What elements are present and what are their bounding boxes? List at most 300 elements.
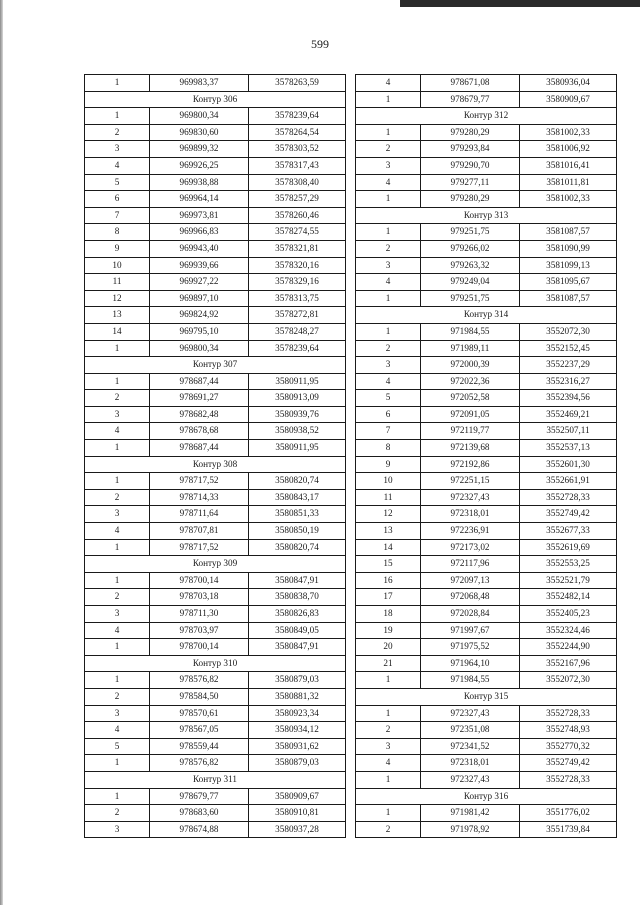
coordinate-y: 3581011,81 [520,174,617,191]
coordinate-row [356,606,617,623]
point-number: 1 [85,672,150,689]
coordinate-y: 3580923,34 [249,705,346,722]
coordinate-x: 969964,14 [150,191,249,208]
coordinate-y: 3580847,91 [249,572,346,589]
coordinate-y: 3580850,19 [249,523,346,540]
point-number: 11 [356,489,421,506]
coordinate-x: 971984,55 [421,672,520,689]
coordinate-row [85,340,346,357]
coordinate-row [356,572,617,589]
coordinate-row [85,639,346,656]
coordinate-row [356,589,617,606]
coordinate-row [356,639,617,656]
point-number: 14 [85,323,150,340]
coordinate-x: 978559,44 [150,738,249,755]
coordinate-x: 978674,88 [150,821,249,838]
point-number: 5 [85,738,150,755]
point-number: 3 [356,257,421,274]
coordinate-x: 971997,67 [421,622,520,639]
coordinate-y: 3578264,54 [249,124,346,141]
coordinate-row [356,456,617,473]
coordinate-x: 972327,43 [421,705,520,722]
point-number: 3 [356,357,421,374]
coordinate-y: 3580911,95 [249,373,346,390]
coordinate-row [356,141,617,158]
coordinate-x: 978584,50 [150,688,249,705]
coordinate-x: 972097,13 [421,572,520,589]
coordinate-y: 3552394,56 [520,390,617,407]
coordinate-row [356,174,617,191]
coordinate-row [85,589,346,606]
coordinate-x: 979280,29 [421,124,520,141]
point-number: 4 [356,755,421,772]
coordinate-x: 971989,11 [421,340,520,357]
coordinate-y: 3580826,83 [249,606,346,623]
coordinate-y: 3552316,27 [520,373,617,390]
coordinate-x: 972251,15 [421,473,520,490]
coordinate-row [85,672,346,689]
point-number: 1 [85,473,150,490]
point-number: 16 [356,572,421,589]
contour-header-row [356,788,617,805]
coordinate-row [85,722,346,739]
coordinate-row [85,124,346,141]
coordinate-y: 3552553,25 [520,556,617,573]
coordinate-x: 972327,43 [421,771,520,788]
coordinate-y: 3552072,30 [520,672,617,689]
coordinate-x: 978711,30 [150,606,249,623]
coordinate-row [356,240,617,257]
point-number: 19 [356,622,421,639]
coordinate-x: 978711,64 [150,506,249,523]
coordinate-x: 969938,88 [150,174,249,191]
coordinate-y: 3552521,79 [520,572,617,589]
coordinate-row [356,91,617,108]
coordinate-y: 3552619,69 [520,539,617,556]
point-number: 3 [85,821,150,838]
point-number: 1 [85,373,150,390]
coordinate-x: 978679,77 [150,788,249,805]
coordinate-x: 972192,86 [421,456,520,473]
coordinate-row [356,655,617,672]
coordinate-row [85,207,346,224]
point-number: 2 [356,340,421,357]
coordinate-row [85,738,346,755]
point-number: 3 [356,738,421,755]
coordinate-row [356,191,617,208]
coordinate-x: 978717,52 [150,473,249,490]
coordinate-y: 3580843,17 [249,489,346,506]
coordinate-x: 978687,44 [150,440,249,457]
coordinate-row [85,489,346,506]
coordinate-row [85,606,346,623]
coordinate-row [356,157,617,174]
right-coordinates-column [355,74,615,838]
point-number: 4 [85,523,150,540]
coordinate-y: 3581087,57 [520,290,617,307]
coordinate-row [85,157,346,174]
coordinate-row [356,821,617,838]
coordinate-x: 979280,29 [421,191,520,208]
coordinate-y: 3552749,42 [520,755,617,772]
contour-header: Контур 311 [85,771,346,788]
coordinate-y: 3581002,33 [520,124,617,141]
coordinate-x: 972022,36 [421,373,520,390]
point-number: 1 [356,290,421,307]
coordinate-y: 3578313,75 [249,290,346,307]
coordinate-y: 3578263,59 [249,75,346,92]
point-number: 2 [356,141,421,158]
coordinate-x: 972117,96 [421,556,520,573]
coordinate-y: 3578248,27 [249,323,346,340]
coordinate-y: 3552661,91 [520,473,617,490]
contour-header-row [85,771,346,788]
point-number: 1 [85,539,150,556]
coordinate-x: 969800,34 [150,108,249,125]
coordinate-y: 3580879,03 [249,672,346,689]
coordinate-row [85,506,346,523]
coordinate-x: 971975,52 [421,639,520,656]
coordinate-row [356,473,617,490]
coordinate-x: 972318,01 [421,755,520,772]
contour-header: Контур 312 [356,108,617,125]
contour-header: Контур 310 [85,655,346,672]
coordinate-y: 3580909,67 [520,91,617,108]
coordinate-row [85,75,346,92]
coordinate-x: 978691,27 [150,390,249,407]
coordinate-x: 978576,82 [150,672,249,689]
coordinate-y: 3580851,33 [249,506,346,523]
contour-header-row [85,655,346,672]
point-number: 4 [356,373,421,390]
coordinate-y: 3578239,64 [249,108,346,125]
coordinate-y: 3551776,02 [520,805,617,822]
coordinate-x: 979251,75 [421,290,520,307]
coordinate-x: 972173,02 [421,539,520,556]
coordinate-y: 3580934,12 [249,722,346,739]
coordinate-x: 971981,42 [421,805,520,822]
coordinate-row [85,805,346,822]
coordinate-y: 3552537,13 [520,440,617,457]
coordinate-y: 3580931,62 [249,738,346,755]
coordinate-x: 979263,32 [421,257,520,274]
coordinate-x: 978687,44 [150,373,249,390]
coordinate-y: 3578320,16 [249,257,346,274]
coordinate-y: 3581016,41 [520,157,617,174]
coordinate-y: 3580939,76 [249,406,346,423]
coordinate-x: 969795,10 [150,323,249,340]
coordinate-y: 3552072,30 [520,323,617,340]
point-number: 1 [85,108,150,125]
contour-header: Контур 307 [85,357,346,374]
coordinate-row [85,423,346,440]
contour-header: Контур 309 [85,556,346,573]
coordinate-y: 3552601,30 [520,456,617,473]
coordinate-x: 969983,37 [150,75,249,92]
coordinate-x: 978703,18 [150,589,249,606]
coordinate-x: 969926,25 [150,157,249,174]
coordinate-y: 3578272,81 [249,307,346,324]
coordinate-row [85,821,346,838]
coordinate-row [85,788,346,805]
coordinate-row [85,390,346,407]
point-number: 13 [85,307,150,324]
coordinate-x: 972327,43 [421,489,520,506]
coordinate-row [85,257,346,274]
coordinate-row [356,390,617,407]
contour-header-row [356,307,617,324]
coordinate-x: 978683,60 [150,805,249,822]
coordinate-y: 3580847,91 [249,639,346,656]
contour-header-row [356,108,617,125]
coordinate-y: 3552405,23 [520,606,617,623]
coordinate-row [356,357,617,374]
coordinate-row [356,373,617,390]
point-number: 4 [356,174,421,191]
coordinate-x: 972000,39 [421,357,520,374]
coordinate-row [85,622,346,639]
coordinate-x: 978567,05 [150,722,249,739]
coordinate-x: 972091,05 [421,406,520,423]
point-number: 6 [85,191,150,208]
point-number: 21 [356,655,421,672]
coordinate-x: 971978,92 [421,821,520,838]
point-number: 3 [356,157,421,174]
contour-header-row [85,91,346,108]
point-number: 3 [85,705,150,722]
coordinate-row [356,224,617,241]
point-number: 4 [85,157,150,174]
coordinate-row [85,440,346,457]
point-number: 15 [356,556,421,573]
coordinate-y: 3580849,05 [249,622,346,639]
coordinate-y: 3580910,81 [249,805,346,822]
point-number: 3 [85,606,150,623]
coordinate-row [356,722,617,739]
coordinate-y: 3551739,84 [520,821,617,838]
scan-edge-left [0,0,3,905]
point-number: 3 [85,406,150,423]
coordinate-row [356,755,617,772]
coordinate-x: 978703,97 [150,622,249,639]
scan-edge-top [400,0,640,7]
coordinate-x: 969943,40 [150,240,249,257]
coordinate-x: 969897,10 [150,290,249,307]
coordinate-row [85,373,346,390]
coordinate-row [356,771,617,788]
point-number: 4 [356,274,421,291]
coordinate-y: 3581095,67 [520,274,617,291]
coordinate-row [356,440,617,457]
point-number: 1 [85,440,150,457]
left-coordinates-table [84,74,346,838]
coordinate-x: 978570,61 [150,705,249,722]
coordinate-y: 3580879,03 [249,755,346,772]
coordinate-row [85,523,346,540]
point-number: 1 [356,224,421,241]
contour-header: Контур 308 [85,456,346,473]
coordinate-row [85,572,346,589]
coordinate-y: 3580881,32 [249,688,346,705]
point-number: 7 [356,423,421,440]
coordinate-y: 3581002,33 [520,191,617,208]
point-number: 1 [85,75,150,92]
coordinate-x: 969927,22 [150,274,249,291]
coordinate-x: 978717,52 [150,539,249,556]
coordinate-x: 969966,83 [150,224,249,241]
contour-header: Контур 315 [356,688,617,705]
coordinate-x: 979266,02 [421,240,520,257]
coordinate-x: 972028,84 [421,606,520,623]
point-number: 20 [356,639,421,656]
point-number: 2 [85,805,150,822]
left-coordinates-column [84,74,344,838]
coordinate-row [356,506,617,523]
point-number: 2 [85,589,150,606]
coordinate-row [356,672,617,689]
coordinate-x: 971964,10 [421,655,520,672]
point-number: 2 [356,722,421,739]
coordinate-y: 3578260,46 [249,207,346,224]
coordinate-y: 3552728,33 [520,489,617,506]
contour-header-row [85,556,346,573]
coordinate-row [356,622,617,639]
coordinate-x: 969800,34 [150,340,249,357]
coordinate-y: 3552728,33 [520,771,617,788]
coordinate-row [356,406,617,423]
coordinate-row [85,473,346,490]
coordinate-y: 3580913,09 [249,390,346,407]
point-number: 1 [85,340,150,357]
point-number: 5 [85,174,150,191]
coordinate-x: 972236,91 [421,523,520,540]
point-number: 11 [85,274,150,291]
coordinate-y: 3578274,55 [249,224,346,241]
coordinate-y: 3552482,14 [520,589,617,606]
coordinate-y: 3578321,81 [249,240,346,257]
coordinate-x: 969824,92 [150,307,249,324]
coordinate-y: 3580911,95 [249,440,346,457]
point-number: 13 [356,523,421,540]
coordinate-x: 978679,77 [421,91,520,108]
point-number: 2 [85,489,150,506]
coordinate-x: 979293,84 [421,141,520,158]
point-number: 1 [356,771,421,788]
coordinate-row [85,108,346,125]
coordinate-y: 3578329,16 [249,274,346,291]
coordinate-row [85,705,346,722]
coordinate-row [85,307,346,324]
point-number: 1 [356,672,421,689]
point-number: 7 [85,207,150,224]
coordinate-row [356,556,617,573]
contour-header-row [356,207,617,224]
coordinate-row [85,141,346,158]
coordinate-x: 972139,68 [421,440,520,457]
coordinate-row [85,688,346,705]
point-number: 2 [85,688,150,705]
coordinate-y: 3552237,29 [520,357,617,374]
coordinate-row [356,124,617,141]
coordinate-y: 3580909,67 [249,788,346,805]
coordinate-y: 3578257,29 [249,191,346,208]
coordinate-row [85,323,346,340]
point-number: 10 [356,473,421,490]
point-number: 1 [356,191,421,208]
coordinate-row [356,323,617,340]
coordinate-x: 979249,04 [421,274,520,291]
coordinate-x: 969973,81 [150,207,249,224]
coordinate-x: 979290,70 [421,157,520,174]
point-number: 4 [85,423,150,440]
point-number: 4 [85,722,150,739]
coordinate-y: 3578239,64 [249,340,346,357]
coordinate-y: 3580838,70 [249,589,346,606]
page-number: 599 [311,37,329,51]
point-number: 9 [85,240,150,257]
point-number: 14 [356,539,421,556]
coordinate-row [85,290,346,307]
coordinate-row [85,240,346,257]
coordinate-x: 978576,82 [150,755,249,772]
coordinate-y: 3552728,33 [520,705,617,722]
coordinate-x: 971984,55 [421,323,520,340]
point-number: 2 [85,124,150,141]
coordinate-y: 3552152,45 [520,340,617,357]
coordinate-row [356,75,617,92]
coordinate-x: 978707,81 [150,523,249,540]
coordinate-x: 969939,66 [150,257,249,274]
coordinate-row [356,805,617,822]
coordinate-y: 3581087,57 [520,224,617,241]
point-number: 17 [356,589,421,606]
coordinate-x: 978678,68 [150,423,249,440]
coordinate-y: 3552748,93 [520,722,617,739]
coordinate-row [356,290,617,307]
point-number: 1 [356,91,421,108]
coordinate-row [85,174,346,191]
point-number: 12 [356,506,421,523]
coordinate-x: 978700,14 [150,639,249,656]
coordinate-row [85,755,346,772]
contour-header-row [85,456,346,473]
coordinate-row [356,523,617,540]
point-number: 10 [85,257,150,274]
right-coordinates-table [355,74,617,838]
point-number: 1 [356,323,421,340]
coordinate-row [356,489,617,506]
coordinate-y: 3580936,04 [520,75,617,92]
coordinate-x: 972351,08 [421,722,520,739]
coordinate-y: 3580937,28 [249,821,346,838]
coordinate-y: 3578317,43 [249,157,346,174]
coordinate-y: 3552167,96 [520,655,617,672]
coordinate-x: 972318,01 [421,506,520,523]
coordinate-x: 972119,77 [421,423,520,440]
coordinate-y: 3552749,42 [520,506,617,523]
coordinate-y: 3581090,99 [520,240,617,257]
coordinate-x: 972341,52 [421,738,520,755]
point-number: 8 [356,440,421,457]
coordinate-row [356,257,617,274]
coordinate-row [356,340,617,357]
coordinate-y: 3581006,92 [520,141,617,158]
contour-header: Контур 314 [356,307,617,324]
coordinate-x: 978700,14 [150,572,249,589]
point-number: 12 [85,290,150,307]
point-number: 3 [85,141,150,158]
coordinate-row [356,705,617,722]
